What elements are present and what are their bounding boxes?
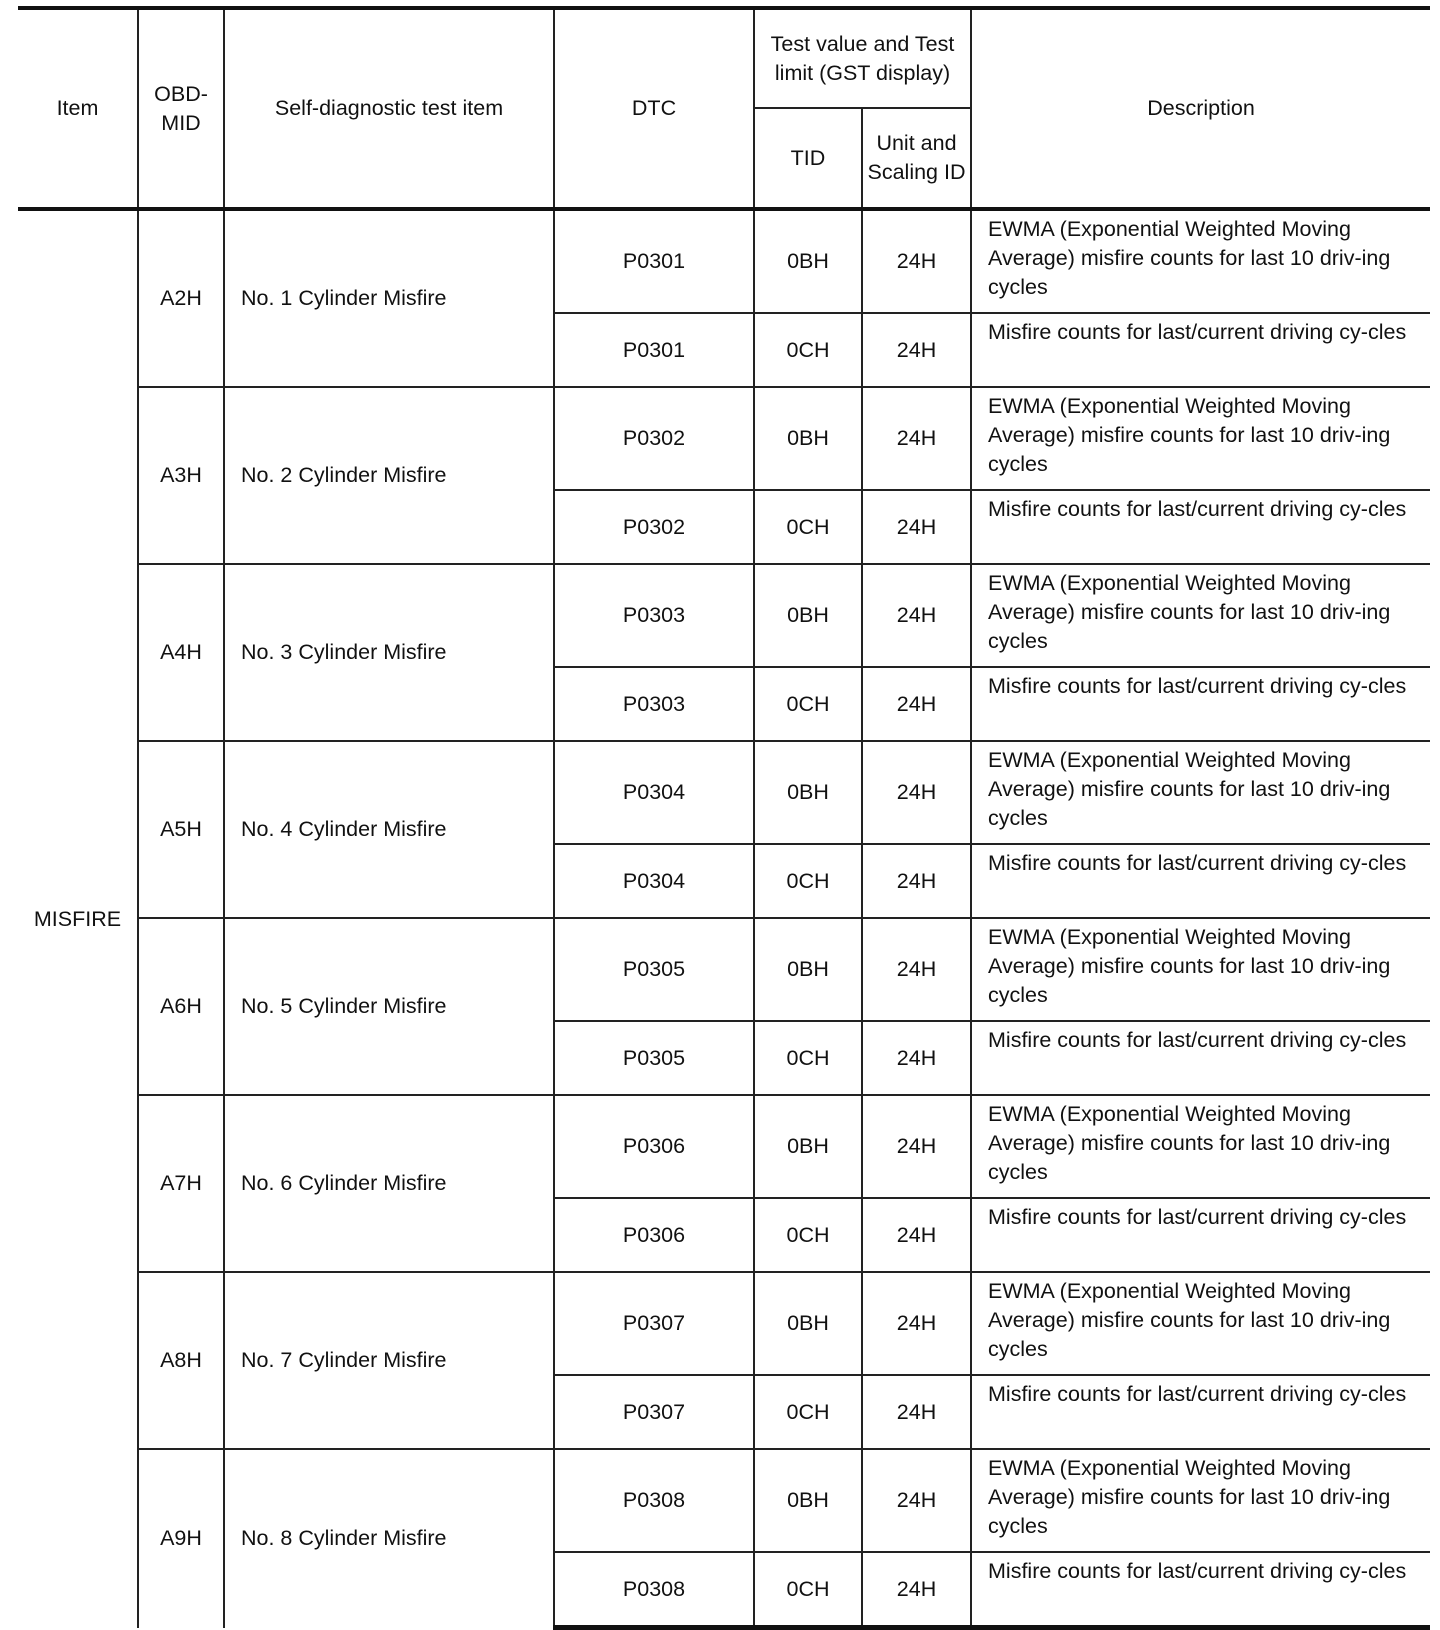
- unit-scaling-cell: 24H: [862, 741, 971, 844]
- obd-mid-cell: A3H: [138, 387, 224, 564]
- obd-mid-cell: A5H: [138, 741, 224, 918]
- unit-scaling-cell: 24H: [862, 1095, 971, 1198]
- tid-cell: 0BH: [754, 387, 862, 490]
- table-row: [18, 741, 1430, 844]
- tid-cell: 0BH: [754, 1449, 862, 1552]
- table-row: [18, 1095, 1430, 1198]
- unit-scaling-cell: 24H: [862, 667, 971, 741]
- obd-mid-cell: A7H: [138, 1095, 224, 1272]
- tid-cell: 0BH: [754, 741, 862, 844]
- dtc-cell: P0305: [554, 918, 754, 1021]
- tid-cell: 0CH: [754, 1552, 862, 1628]
- test-item-cell: No. 7 Cylinder Misfire: [224, 1272, 554, 1449]
- dtc-cell: P0306: [554, 1095, 754, 1198]
- dtc-cell: P0303: [554, 667, 754, 741]
- tid-cell: 0CH: [754, 1375, 862, 1449]
- obd-mid-cell: A8H: [138, 1272, 224, 1449]
- test-item-cell: No. 5 Cylinder Misfire: [224, 918, 554, 1095]
- header-unit-scaling-id: Unit and Scaling ID: [862, 108, 971, 209]
- unit-scaling-cell: 24H: [862, 209, 971, 313]
- description-cell: Misfire counts for last/current driving cy-cles: [971, 1552, 1430, 1628]
- table-row: [18, 918, 1430, 1021]
- dtc-cell: P0302: [554, 490, 754, 564]
- obd-mid-cell: A4H: [138, 564, 224, 741]
- dtc-cell: P0308: [554, 1449, 754, 1552]
- obd-mid-cell: A2H: [138, 209, 224, 387]
- description-cell: EWMA (Exponential Weighted Moving Average) misfire counts for last 10 driv-ing cycles: [971, 918, 1430, 1021]
- description-cell: EWMA (Exponential Weighted Moving Average) misfire counts for last 10 driv-ing cycles: [971, 209, 1430, 313]
- unit-scaling-cell: 24H: [862, 1198, 971, 1272]
- table-header: [18, 8, 1430, 209]
- description-cell: EWMA (Exponential Weighted Moving Average) misfire counts for last 10 driv-ing cycles: [971, 1095, 1430, 1198]
- description-cell: Misfire counts for last/current driving cy-cles: [971, 1021, 1430, 1095]
- obd-misfire-table: [18, 6, 1430, 1630]
- unit-scaling-cell: 24H: [862, 490, 971, 564]
- header-self-diagnostic-test-item: Self-diagnostic test item: [224, 8, 554, 209]
- unit-scaling-cell: 24H: [862, 1552, 971, 1628]
- test-item-cell: No. 3 Cylinder Misfire: [224, 564, 554, 741]
- dtc-cell: P0306: [554, 1198, 754, 1272]
- unit-scaling-cell: 24H: [862, 313, 971, 387]
- tid-cell: 0BH: [754, 564, 862, 667]
- description-cell: Misfire counts for last/current driving cy-cles: [971, 313, 1430, 387]
- table-row: [18, 1449, 1430, 1552]
- dtc-cell: P0304: [554, 741, 754, 844]
- unit-scaling-cell: 24H: [862, 564, 971, 667]
- description-cell: Misfire counts for last/current driving cy-cles: [971, 667, 1430, 741]
- unit-scaling-cell: 24H: [862, 1021, 971, 1095]
- test-item-cell: No. 8 Cylinder Misfire: [224, 1449, 554, 1628]
- test-item-cell: No. 2 Cylinder Misfire: [224, 387, 554, 564]
- tid-cell: 0CH: [754, 490, 862, 564]
- header-tid: TID: [754, 108, 862, 209]
- obd-mid-cell: A9H: [138, 1449, 224, 1628]
- tid-cell: 0BH: [754, 1272, 862, 1375]
- test-item-cell: No. 4 Cylinder Misfire: [224, 741, 554, 918]
- description-cell: Misfire counts for last/current driving cy-cles: [971, 490, 1430, 564]
- table-row: [18, 387, 1430, 490]
- header-description: Description: [971, 8, 1430, 209]
- tid-cell: 0BH: [754, 918, 862, 1021]
- tid-cell: 0CH: [754, 1021, 862, 1095]
- dtc-cell: P0301: [554, 209, 754, 313]
- dtc-cell: P0304: [554, 844, 754, 918]
- tid-cell: 0CH: [754, 1198, 862, 1272]
- description-cell: EWMA (Exponential Weighted Moving Average) misfire counts for last 10 driv-ing cycles: [971, 1272, 1430, 1375]
- document-page: [18, 6, 1430, 1630]
- unit-scaling-cell: 24H: [862, 918, 971, 1021]
- description-cell: EWMA (Exponential Weighted Moving Average) misfire counts for last 10 driv-ing cycles: [971, 387, 1430, 490]
- dtc-cell: P0303: [554, 564, 754, 667]
- description-cell: Misfire counts for last/current driving cy-cles: [971, 844, 1430, 918]
- table-body: [18, 209, 1430, 1628]
- unit-scaling-cell: 24H: [862, 387, 971, 490]
- header-test-value-group: Test value and Test limit (GST display): [754, 8, 971, 108]
- description-cell: EWMA (Exponential Weighted Moving Average) misfire counts for last 10 driv-ing cycles: [971, 564, 1430, 667]
- dtc-cell: P0307: [554, 1272, 754, 1375]
- table-row: [18, 1272, 1430, 1375]
- description-cell: Misfire counts for last/current driving cy-cles: [971, 1375, 1430, 1449]
- unit-scaling-cell: 24H: [862, 844, 971, 918]
- unit-scaling-cell: 24H: [862, 1272, 971, 1375]
- description-cell: Misfire counts for last/current driving cy-cles: [971, 1198, 1430, 1272]
- obd-mid-cell: A6H: [138, 918, 224, 1095]
- header-item: Item: [18, 8, 138, 209]
- table-row: [18, 564, 1430, 667]
- tid-cell: 0CH: [754, 313, 862, 387]
- dtc-cell: P0301: [554, 313, 754, 387]
- test-item-cell: No. 1 Cylinder Misfire: [224, 209, 554, 387]
- tid-cell: 0CH: [754, 667, 862, 741]
- test-item-cell: No. 6 Cylinder Misfire: [224, 1095, 554, 1272]
- description-cell: EWMA (Exponential Weighted Moving Average) misfire counts for last 10 driv-ing cycles: [971, 741, 1430, 844]
- tid-cell: 0BH: [754, 1095, 862, 1198]
- table-row: [18, 209, 1430, 313]
- dtc-cell: P0305: [554, 1021, 754, 1095]
- dtc-cell: P0302: [554, 387, 754, 490]
- unit-scaling-cell: 24H: [862, 1375, 971, 1449]
- unit-scaling-cell: 24H: [862, 1449, 971, 1552]
- header-obd-mid: OBD-MID: [138, 8, 224, 209]
- tid-cell: 0BH: [754, 209, 862, 313]
- header-dtc: DTC: [554, 8, 754, 209]
- dtc-cell: P0307: [554, 1375, 754, 1449]
- item-cell: MISFIRE: [18, 209, 138, 1628]
- description-cell: EWMA (Exponential Weighted Moving Average) misfire counts for last 10 driv-ing cycles: [971, 1449, 1430, 1552]
- dtc-cell: P0308: [554, 1552, 754, 1628]
- tid-cell: 0CH: [754, 844, 862, 918]
